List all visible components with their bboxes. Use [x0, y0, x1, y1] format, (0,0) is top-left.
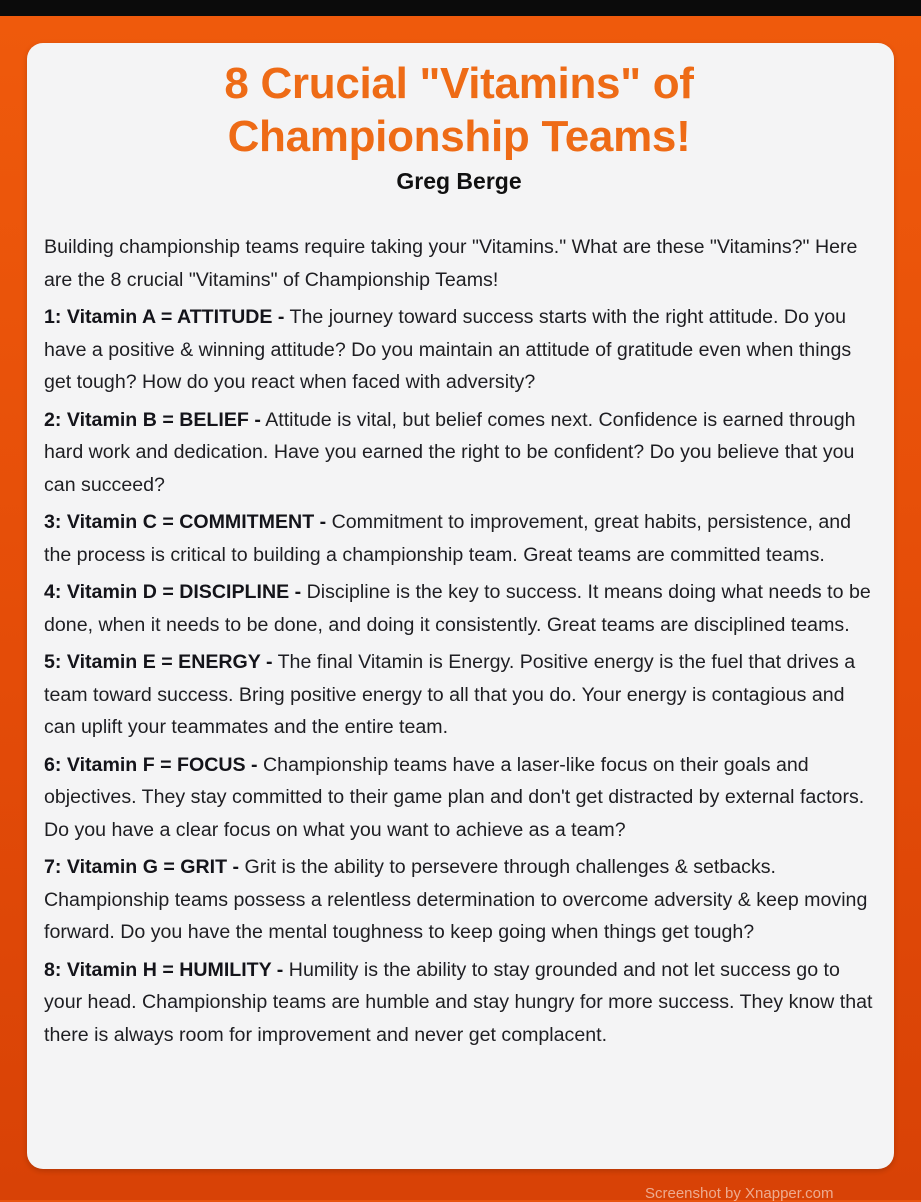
vitamin-item-2	[44, 404, 874, 502]
vitamin-text: Discipline is the key to success. It means doing what needs to be done, when it needs to be done, and doing it consistently. Great teams are disciplined teams.	[44, 581, 871, 636]
vitamin-item-1	[44, 301, 874, 399]
screenshot-watermark: Screenshot by Xnapper.com	[645, 1185, 834, 1202]
vitamin-text: The final Vitamin is Energy. Positive energy is the fuel that drives a team toward success. Bring positive energy to all that you do. Your energy is contagious and can uplift your teammates and the entire team.	[44, 651, 856, 738]
document-card	[27, 43, 894, 1169]
vitamin-label: 6: Vitamin F = FOCUS -	[44, 753, 258, 776]
vitamin-text: The journey toward success starts with the right attitude. Do you have a positive & winning attitude? Do you maintain an attitude of gratitude even when things get tough? How do you react when faced with adversity?	[44, 306, 852, 393]
vitamin-label: 5: Vitamin E = ENERGY -	[44, 651, 273, 673]
vitamin-text: Attitude is vital, but belief comes next. Confidence is earned through hard work and dedication. Have you earned the right to be confident? Do you believe that you can succeed?	[44, 408, 856, 496]
vitamin-item-4	[44, 576, 874, 641]
author-name: Greg Berge	[396, 168, 522, 194]
vitamin-label: 2: Vitamin B = BELIEF -	[44, 408, 261, 431]
vitamin-label: 3: Vitamin C = COMMITMENT -	[44, 511, 327, 533]
vitamin-text: Grit is the ability to persevere through challenges & setbacks. Championship teams possess a relentless determination to overcome adversity & keep moving forward. Do you have the mental toughness to keep going when things get tough?	[44, 856, 868, 943]
document-body	[44, 231, 874, 1051]
top-black-bar	[0, 0, 921, 16]
document-title: 8 Crucial "Vitamins" of Championship Teams!	[224, 59, 694, 161]
vitamin-label: 4: Vitamin D = DISCIPLINE -	[44, 581, 302, 603]
vitamin-label: 7: Vitamin G = GRIT -	[44, 856, 240, 878]
vitamin-item-3	[44, 506, 874, 571]
intro-paragraph: Building championship teams require taking your "Vitamins." What are these "Vitamins?" Here are the 8 crucial "Vitamins" of Championship Teams!	[44, 236, 858, 291]
vitamin-text: Humility is the ability to stay grounded and not let success go to your head. Championship teams are humble and stay hungry for more success. They know that there is always room for improvement and never get complacent.	[44, 958, 873, 1046]
vitamin-text: Commitment to improvement, great habits, persistence, and the process is critical to building a championship team. Great teams are committed teams.	[44, 511, 852, 566]
vitamin-label: 8: Vitamin H = HUMILITY -	[44, 958, 284, 981]
vitamin-label: 1: Vitamin A = ATTITUDE -	[44, 306, 285, 328]
vitamin-item-5	[44, 646, 874, 744]
vitamin-item-6	[44, 749, 874, 847]
vitamin-item-7	[44, 851, 874, 949]
vitamin-item-8	[44, 954, 874, 1052]
vitamin-text: Championship teams have a laser-like focus on their goals and objectives. They stay committed to their game plan and don't get distracted by external factors. Do you have a clear focus on what you want to achieve as a team?	[44, 753, 865, 841]
